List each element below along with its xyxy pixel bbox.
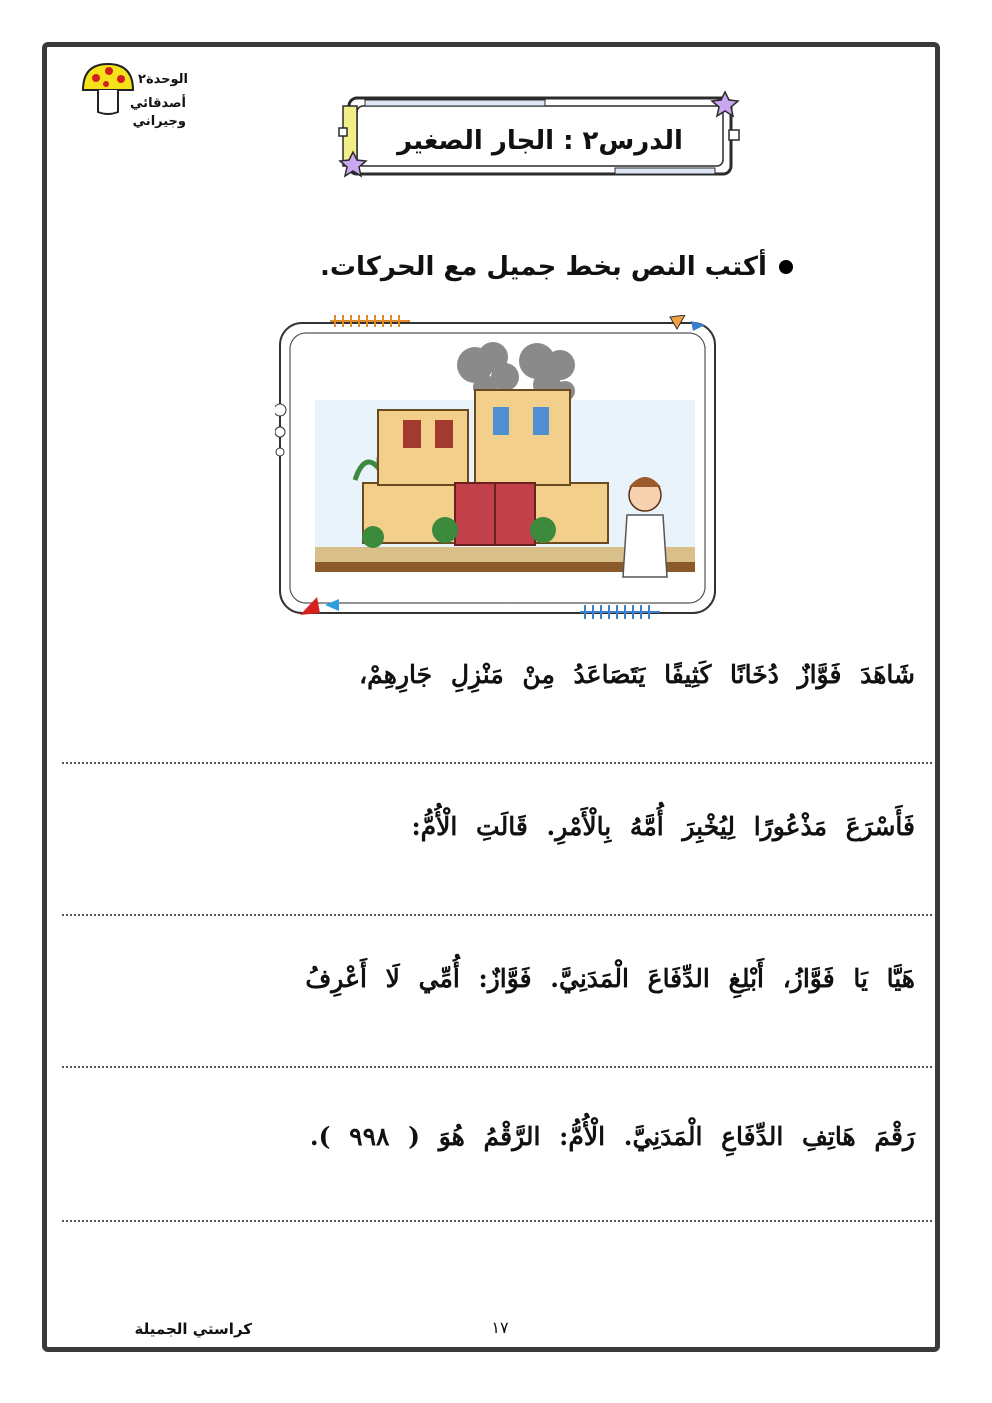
passage-line-1: شَاهَدَ فَوَّازٌ دُخَانًا كَثِيفًا يَتَصَاعَدُ مِنْ مَنْزِلِ جَارِهِمْ، — [359, 660, 915, 689]
page-number: ١٧ — [491, 1318, 509, 1337]
passage-line-2: فَأَسْرَعَ مَذْعُورًا لِيُخْبِرَ أُمَّهُ بِالْأَمْرِ. قَالَتِ الْأُمُّ: — [411, 812, 915, 841]
passage-line-4: رَقْمَ هَاتِفِ الدِّفَاعِ الْمَدَنِيَّ. الْأُمُّ: الرَّقْمُ هُوَ ( ٩٩٨ ). — [309, 1122, 915, 1151]
instruction-text: أكتب النص بخط جميل مع الحركات. — [320, 252, 767, 282]
illustration-frame — [275, 315, 720, 620]
lesson-title: الدرس٢ : الجار الصغير — [397, 126, 683, 156]
unit-label: الوحدة٢ — [138, 72, 188, 87]
unit-badge — [78, 60, 188, 150]
lesson-banner — [335, 90, 745, 180]
bullet-icon — [779, 260, 793, 274]
book-name: كراستي الجميلة — [134, 1320, 252, 1338]
passage-line-3: هَيَّا يَا فَوَّازُ، أَبْلِغِ الدِّفَاعَ الْمَدَنِيَّ. فَوَّازٌ: أُمِّي لَا أَعْرِفُ — [305, 964, 915, 993]
writing-line-4[interactable] — [62, 1220, 932, 1222]
writing-line-2[interactable] — [62, 914, 932, 916]
page-frame — [42, 42, 940, 1352]
unit-title: أصدقائي وجيراني — [130, 96, 186, 129]
instruction — [320, 242, 890, 292]
writing-line-1[interactable] — [62, 762, 932, 764]
house-illustration — [275, 315, 720, 620]
writing-line-3[interactable] — [62, 1066, 932, 1068]
